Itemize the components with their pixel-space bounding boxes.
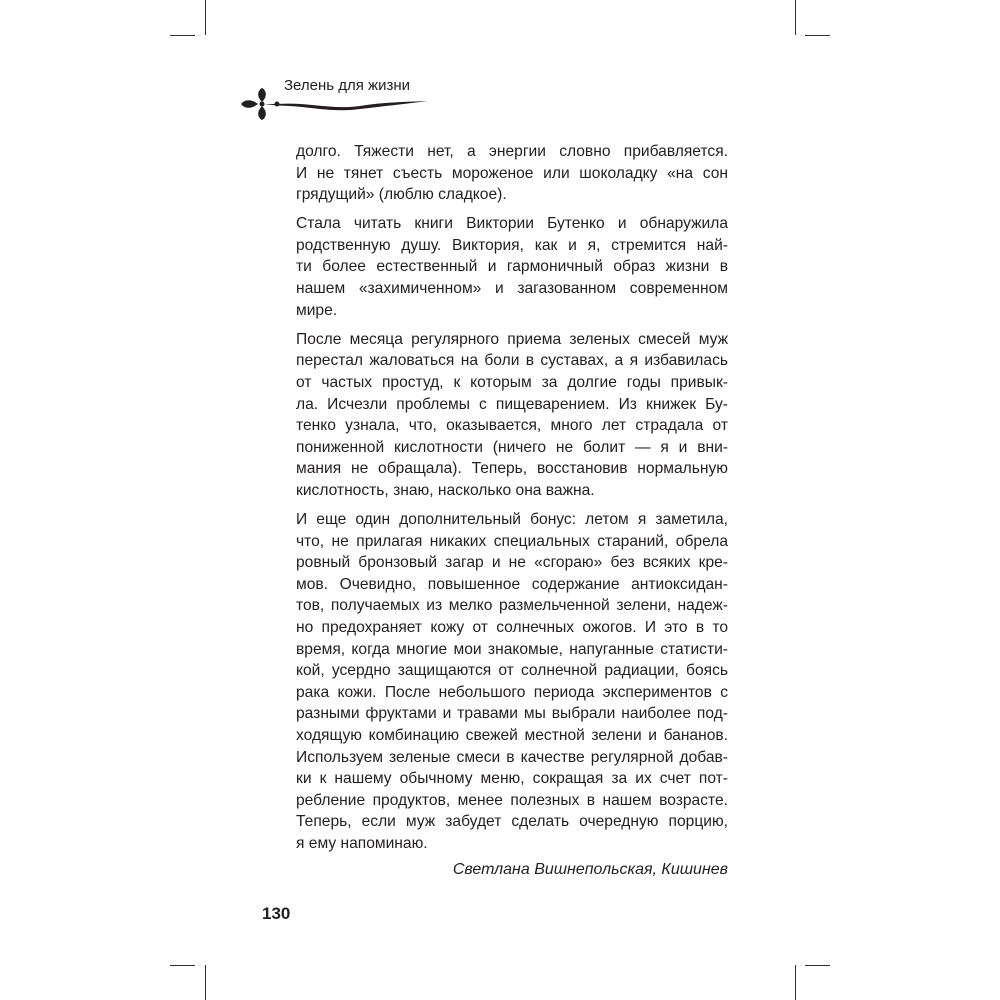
text-line: ла. Исчезли проблемы с пищеварением. Из книжек Бу- bbox=[296, 395, 728, 413]
paragraph bbox=[296, 141, 728, 206]
text-line: Стала читать книги Виктории Бутенко и обнаружила bbox=[296, 215, 728, 233]
text-line: ходящую комбинацию свежей местной зелени и бананов. bbox=[296, 726, 728, 744]
text-line: ровный бронзовый загар и не «сгораю» без всяких кре- bbox=[296, 554, 728, 572]
text-line: рака кожи. После небольшого периода экспериментов с bbox=[296, 683, 728, 701]
text-line: Теперь, если муж забудет сделать очередную порцию, bbox=[296, 813, 728, 831]
text-line: время, когда многие мои знакомые, напуганные статисти- bbox=[296, 640, 728, 658]
text-line: нашем «захимиченном» и загазованном современном bbox=[296, 280, 728, 298]
paragraph bbox=[296, 509, 728, 855]
text-line: кой, усердно защищаются от солнечной радиации, боясь bbox=[296, 662, 728, 680]
text-line: я ему напоминаю. bbox=[296, 834, 428, 852]
article-body bbox=[296, 141, 728, 862]
crop-mark bbox=[170, 35, 195, 36]
crop-mark bbox=[795, 0, 796, 35]
crop-mark bbox=[795, 965, 796, 1000]
text-line: мов. Очевидно, повышенное содержание антиоксидан- bbox=[296, 575, 728, 593]
paragraph bbox=[296, 329, 728, 502]
crop-mark bbox=[205, 965, 206, 1000]
text-line: После месяца регулярного приема зеленых смесей муж bbox=[296, 330, 728, 348]
text-line: Используем зеленые смеси в качестве регулярной добав- bbox=[296, 748, 728, 766]
text-line: разными фруктами и травами мы выбрали наиболее под- bbox=[296, 705, 728, 723]
text-line: ти более естественный и гармоничный образ жизни в bbox=[296, 258, 728, 276]
text-line: долго. Тяжести нет, а энергии словно прибавляется. bbox=[296, 143, 728, 160]
text-line: грядущий» (люблю сладкое). bbox=[296, 186, 507, 204]
page-number: 130 bbox=[262, 904, 291, 923]
running-header: Зелень для жизни bbox=[284, 77, 411, 94]
text-line: И не тянет съесть мороженое или шоколадку «на сон bbox=[296, 164, 728, 182]
text-line: тов, получаемых из мелко размельченной зелени, надеж- bbox=[296, 597, 728, 615]
paragraph bbox=[296, 213, 728, 321]
text-line: ребление продуктов, менее полезных в нашем возрасте. bbox=[296, 791, 728, 809]
author-signature: Светлана Вишнепольская, Кишинев bbox=[452, 861, 728, 878]
crop-mark bbox=[805, 965, 830, 966]
text-line: от частых простуд, к которым за долгие годы привык- bbox=[296, 373, 728, 391]
text-line: мания не обращала). Теперь, восстановив нормальную bbox=[296, 460, 728, 478]
text-line: родственную душу. Виктория, как и я, стремится най- bbox=[296, 236, 728, 254]
crop-mark bbox=[805, 35, 830, 36]
text-line: что, не прилагая никаких специальных стараний, обрела bbox=[296, 532, 728, 550]
leaf-ornament-icon bbox=[240, 88, 430, 122]
crop-mark bbox=[205, 0, 206, 35]
text-line: тенко узнала, что, оказывается, много лет страдала от bbox=[296, 417, 728, 435]
text-line: перестал жаловаться на боли в суставах, а я избавилась bbox=[296, 352, 728, 370]
text-line: мире. bbox=[296, 301, 338, 319]
text-line: пониженной кислотности (ничего не болит — я и вни- bbox=[296, 438, 728, 456]
text-line: ки к нашему обычному меню, сокращая за их счет пот- bbox=[296, 770, 728, 788]
text-line: И еще один дополнительный бонус: летом я заметила, bbox=[296, 511, 728, 528]
text-line: но предохраняет кожу от солнечных ожогов. И это в то bbox=[296, 618, 728, 636]
text-line: кислотность, знаю, насколько она важна. bbox=[296, 481, 595, 499]
crop-mark bbox=[170, 965, 195, 966]
